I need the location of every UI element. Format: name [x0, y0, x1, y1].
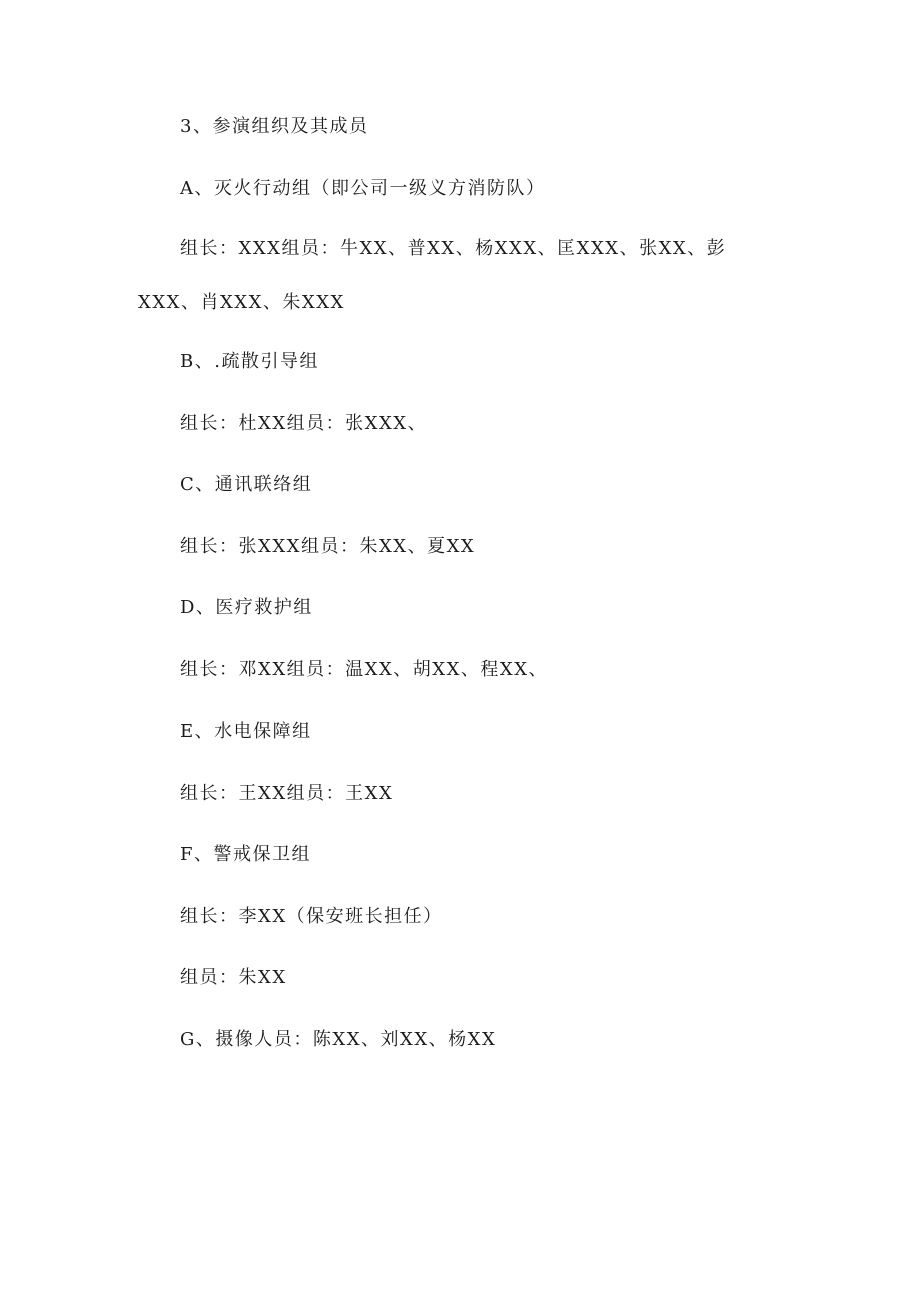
group-b-members: 组长：杜XX组员：张XXX、: [180, 413, 428, 434]
group-c-members: 组长：张XXX组员：朱XX、夏XX: [180, 536, 476, 557]
group-d-members: 组长：邓XX组员：温XX、胡XX、程XX、: [180, 659, 549, 680]
group-g-title: G、摄像人员：陈XX、刘XX、杨XX: [180, 1029, 497, 1050]
section-heading: 3、参演组织及其成员: [180, 116, 369, 137]
group-f-leader: 组长：李XX（保安班长担任）: [180, 906, 443, 927]
group-a-title: A、灭火行动组（即公司一级义方消防队）: [180, 178, 546, 199]
group-e-members: 组长：王XX组员：王XX: [180, 783, 394, 804]
group-f-members: 组员：朱XX: [180, 967, 287, 988]
group-e-title: E、水电保障组: [180, 721, 312, 742]
group-d-title: D、医疗救护组: [180, 597, 313, 618]
group-b-title: B、.疏散引导组: [180, 351, 319, 372]
group-a-members: 组长：XXX组员：牛XX、普XX、杨XXX、匡XXX、张XX、彭XXX、肖XXX、朱XXX: [138, 238, 727, 313]
group-f-title: F、警戒保卫组: [180, 844, 311, 865]
group-c-title: C、通讯联络组: [180, 474, 313, 495]
